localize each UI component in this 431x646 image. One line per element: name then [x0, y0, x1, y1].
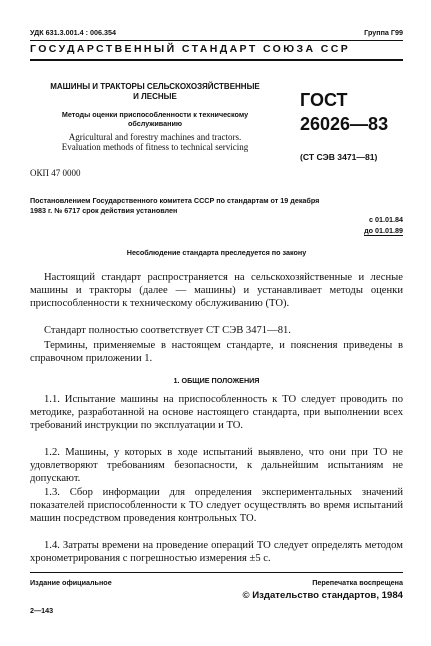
intro-paragraph: Термины, применяемые в настоящем стандарте, и пояснения приведены в справочном приложении 1. [30, 340, 403, 365]
cmea-number: (СТ СЭВ 3471—81) [300, 152, 378, 162]
reprint-notice: Перепечатка воспрещена [312, 578, 403, 587]
title-main-line2: И ЛЕСНЫЕ [133, 92, 177, 101]
decree-line2: 1983 г. № 6717 срок действия установлен [30, 206, 178, 215]
title-sub-line2: обслуживанию [127, 119, 183, 128]
decree-line1: Постановлением Государственного комитета СССР по стандартам от 19 декабря [30, 196, 320, 205]
official-edition: Издание официальное [30, 578, 112, 587]
section-paragraph: 1.1. Испытание машины на приспособленность к ТО следует проводить по методике, разработанной на основе настоящего стандарта, при выполнении всех требований инструкции по эксплуатации и ТО. [30, 394, 403, 432]
title-en-line2: Evaluation methods of fitness to technical servicing [61, 142, 249, 152]
gost-label: ГОСТ [300, 90, 348, 110]
copyright-notice: © Издательство стандартов, 1984 [242, 590, 403, 601]
intro-paragraph: Стандарт полностью соответствует СТ СЭВ 3471—81. [44, 325, 291, 336]
print-code: 2—143 [30, 606, 54, 615]
section-heading: 1. ОБЩИЕ ПОЛОЖЕНИЯ [173, 376, 260, 385]
state-standard-banner: ГОСУДАРСТВЕННЫЙ СТАНДАРТ СОЮЗА ССР [30, 43, 351, 55]
section-paragraph: 1.2. Машины, у которых в ходе испытаний выявлено, что они при ТО не удовлетворяют требованиям безопасности, к дальнейшим испытаниям не допускают. [30, 447, 403, 485]
title-en-line1: Agricultural and forestry machines and tractors. [68, 132, 242, 142]
udk-code: УДК 631.3.001.4 : 006.354 [30, 28, 116, 37]
gost-number: 26026—83 [300, 114, 389, 134]
footer-rule [30, 572, 403, 573]
section-paragraph: 1.4. Затраты времени на проведение операций ТО следует определять методом хронометрирования с погрешностью измерения ±5 с. [30, 540, 403, 565]
title-sub-line1: Методы оценки приспособленности к техническому [61, 110, 249, 119]
section-paragraph: 1.3. Сбор информации для определения экспериментальных значений показателей приспособленности к ТО следует осуществлять во время испытаний машин посредством проведения контрольных ТО. [30, 487, 403, 525]
effective-from-date: с 01.01.84 [369, 215, 403, 224]
header-rule-top [30, 40, 403, 41]
title-main-line1: МАШИНЫ И ТРАКТОРЫ СЕЛЬСКОХОЗЯЙСТВЕННЫЕ [50, 82, 260, 91]
law-warning: Несоблюдение стандарта преследуется по закону [126, 248, 307, 257]
group-code: Группа Г99 [364, 28, 403, 37]
intro-paragraph: Настоящий стандарт распространяется на сельскохозяйственные и лесные машины и тракторы (далее — машины) и устанавливает методы оценки приспособленности к техническому обслуживанию (ТО). [30, 272, 403, 310]
okp-code: ОКП 47 0000 [30, 168, 81, 178]
effective-to-date: до 01.01.89 [364, 226, 403, 235]
header-rule-bottom [30, 59, 403, 61]
